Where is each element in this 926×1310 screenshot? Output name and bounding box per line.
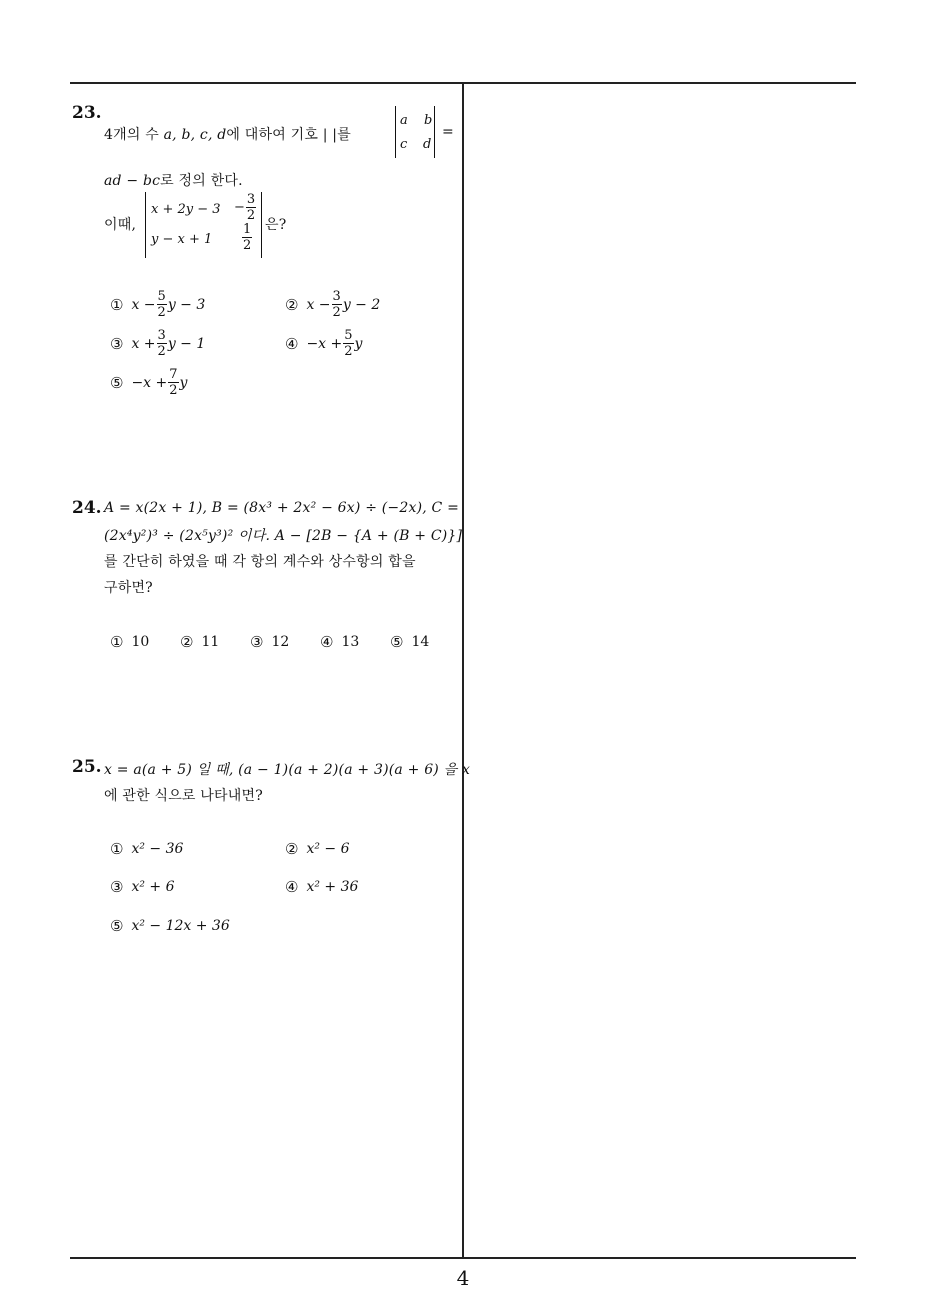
fraction: $\frac{3}{2}$ (157, 328, 166, 359)
choice-3[interactable]: ③ 12 (250, 633, 290, 651)
choice-5[interactable]: ⑤ 14 (390, 633, 430, 651)
question-text-line-3: 를 간단히 하였을 때 각 항의 계수와 상수항의 합을 (104, 554, 416, 570)
choice-2[interactable]: ② x² − 6 (285, 840, 350, 858)
ask-prefix: 이때, (104, 217, 137, 233)
bottom-rule (70, 1257, 856, 1259)
question-text-line-4: 구하면? (104, 580, 153, 596)
question-number: 24. (72, 498, 102, 518)
question-text-line-1: x = a(a + 5) 일 때, (a − 1)(a + 2)(a + 3)(a + 6) 을 x (104, 762, 471, 778)
choice-2[interactable]: ② x − $\frac{3}{2}$ y − 2 (285, 289, 381, 320)
choice-5[interactable]: ⑤ x² − 12x + 36 (110, 917, 230, 935)
equals-sign: = (442, 124, 454, 140)
question-text-line-2: ad − bc로 정의 한다. (104, 173, 243, 189)
choice-1[interactable]: ① x² − 36 (110, 840, 184, 858)
matrix-definition: a b c d (395, 106, 435, 158)
question-text-line-2: (2x⁴y²)³ ÷ (2x⁵y³)² 이다. A − [2B − {A + (B + C)}] (104, 528, 463, 544)
fraction: $\frac{3}{2}$ (246, 192, 256, 223)
choice-4[interactable]: ④ −x + $\frac{5}{2}$ y (285, 328, 363, 359)
fraction: $\frac{3}{2}$ (332, 289, 341, 320)
question-text-line-2: 에 관한 식으로 나타내면? (104, 788, 263, 804)
column-divider (462, 83, 464, 1257)
determinant-expression: x + 2y − 3 − $\frac{3}{2}$ y − x + 1 $\frac{1}{2}$ (145, 192, 262, 258)
choice-1[interactable]: ① x − $\frac{5}{2}$ y − 3 (110, 289, 206, 320)
choice-2[interactable]: ② 11 (180, 633, 220, 651)
choice-3[interactable]: ③ x + $\frac{3}{2}$ y − 1 (110, 328, 206, 359)
question-number: 23. (72, 103, 102, 123)
choice-4[interactable]: ④ x² + 36 (285, 878, 359, 896)
question-number: 25. (72, 757, 102, 777)
choice-1[interactable]: ① 10 (110, 633, 150, 651)
fraction: $\frac{5}{2}$ (157, 289, 166, 320)
question-text-line-1: A = x(2x + 1), B = (8x³ + 2x² − 6x) ÷ (−2x), C = (104, 500, 460, 516)
page-number: 4 (456, 1266, 470, 1290)
ask-suffix: 은? (265, 217, 287, 233)
fraction: $\frac{7}{2}$ (169, 367, 178, 398)
choice-4[interactable]: ④ 13 (320, 633, 360, 651)
fraction: $\frac{5}{2}$ (344, 328, 353, 359)
fraction: $\frac{1}{2}$ (243, 222, 252, 253)
question-text-line-1: 4개의 수 a, b, c, d에 대하여 기호 | |를 (104, 127, 351, 143)
choice-3[interactable]: ③ x² + 6 (110, 878, 175, 896)
choice-5[interactable]: ⑤ −x + $\frac{7}{2}$ y (110, 367, 188, 398)
